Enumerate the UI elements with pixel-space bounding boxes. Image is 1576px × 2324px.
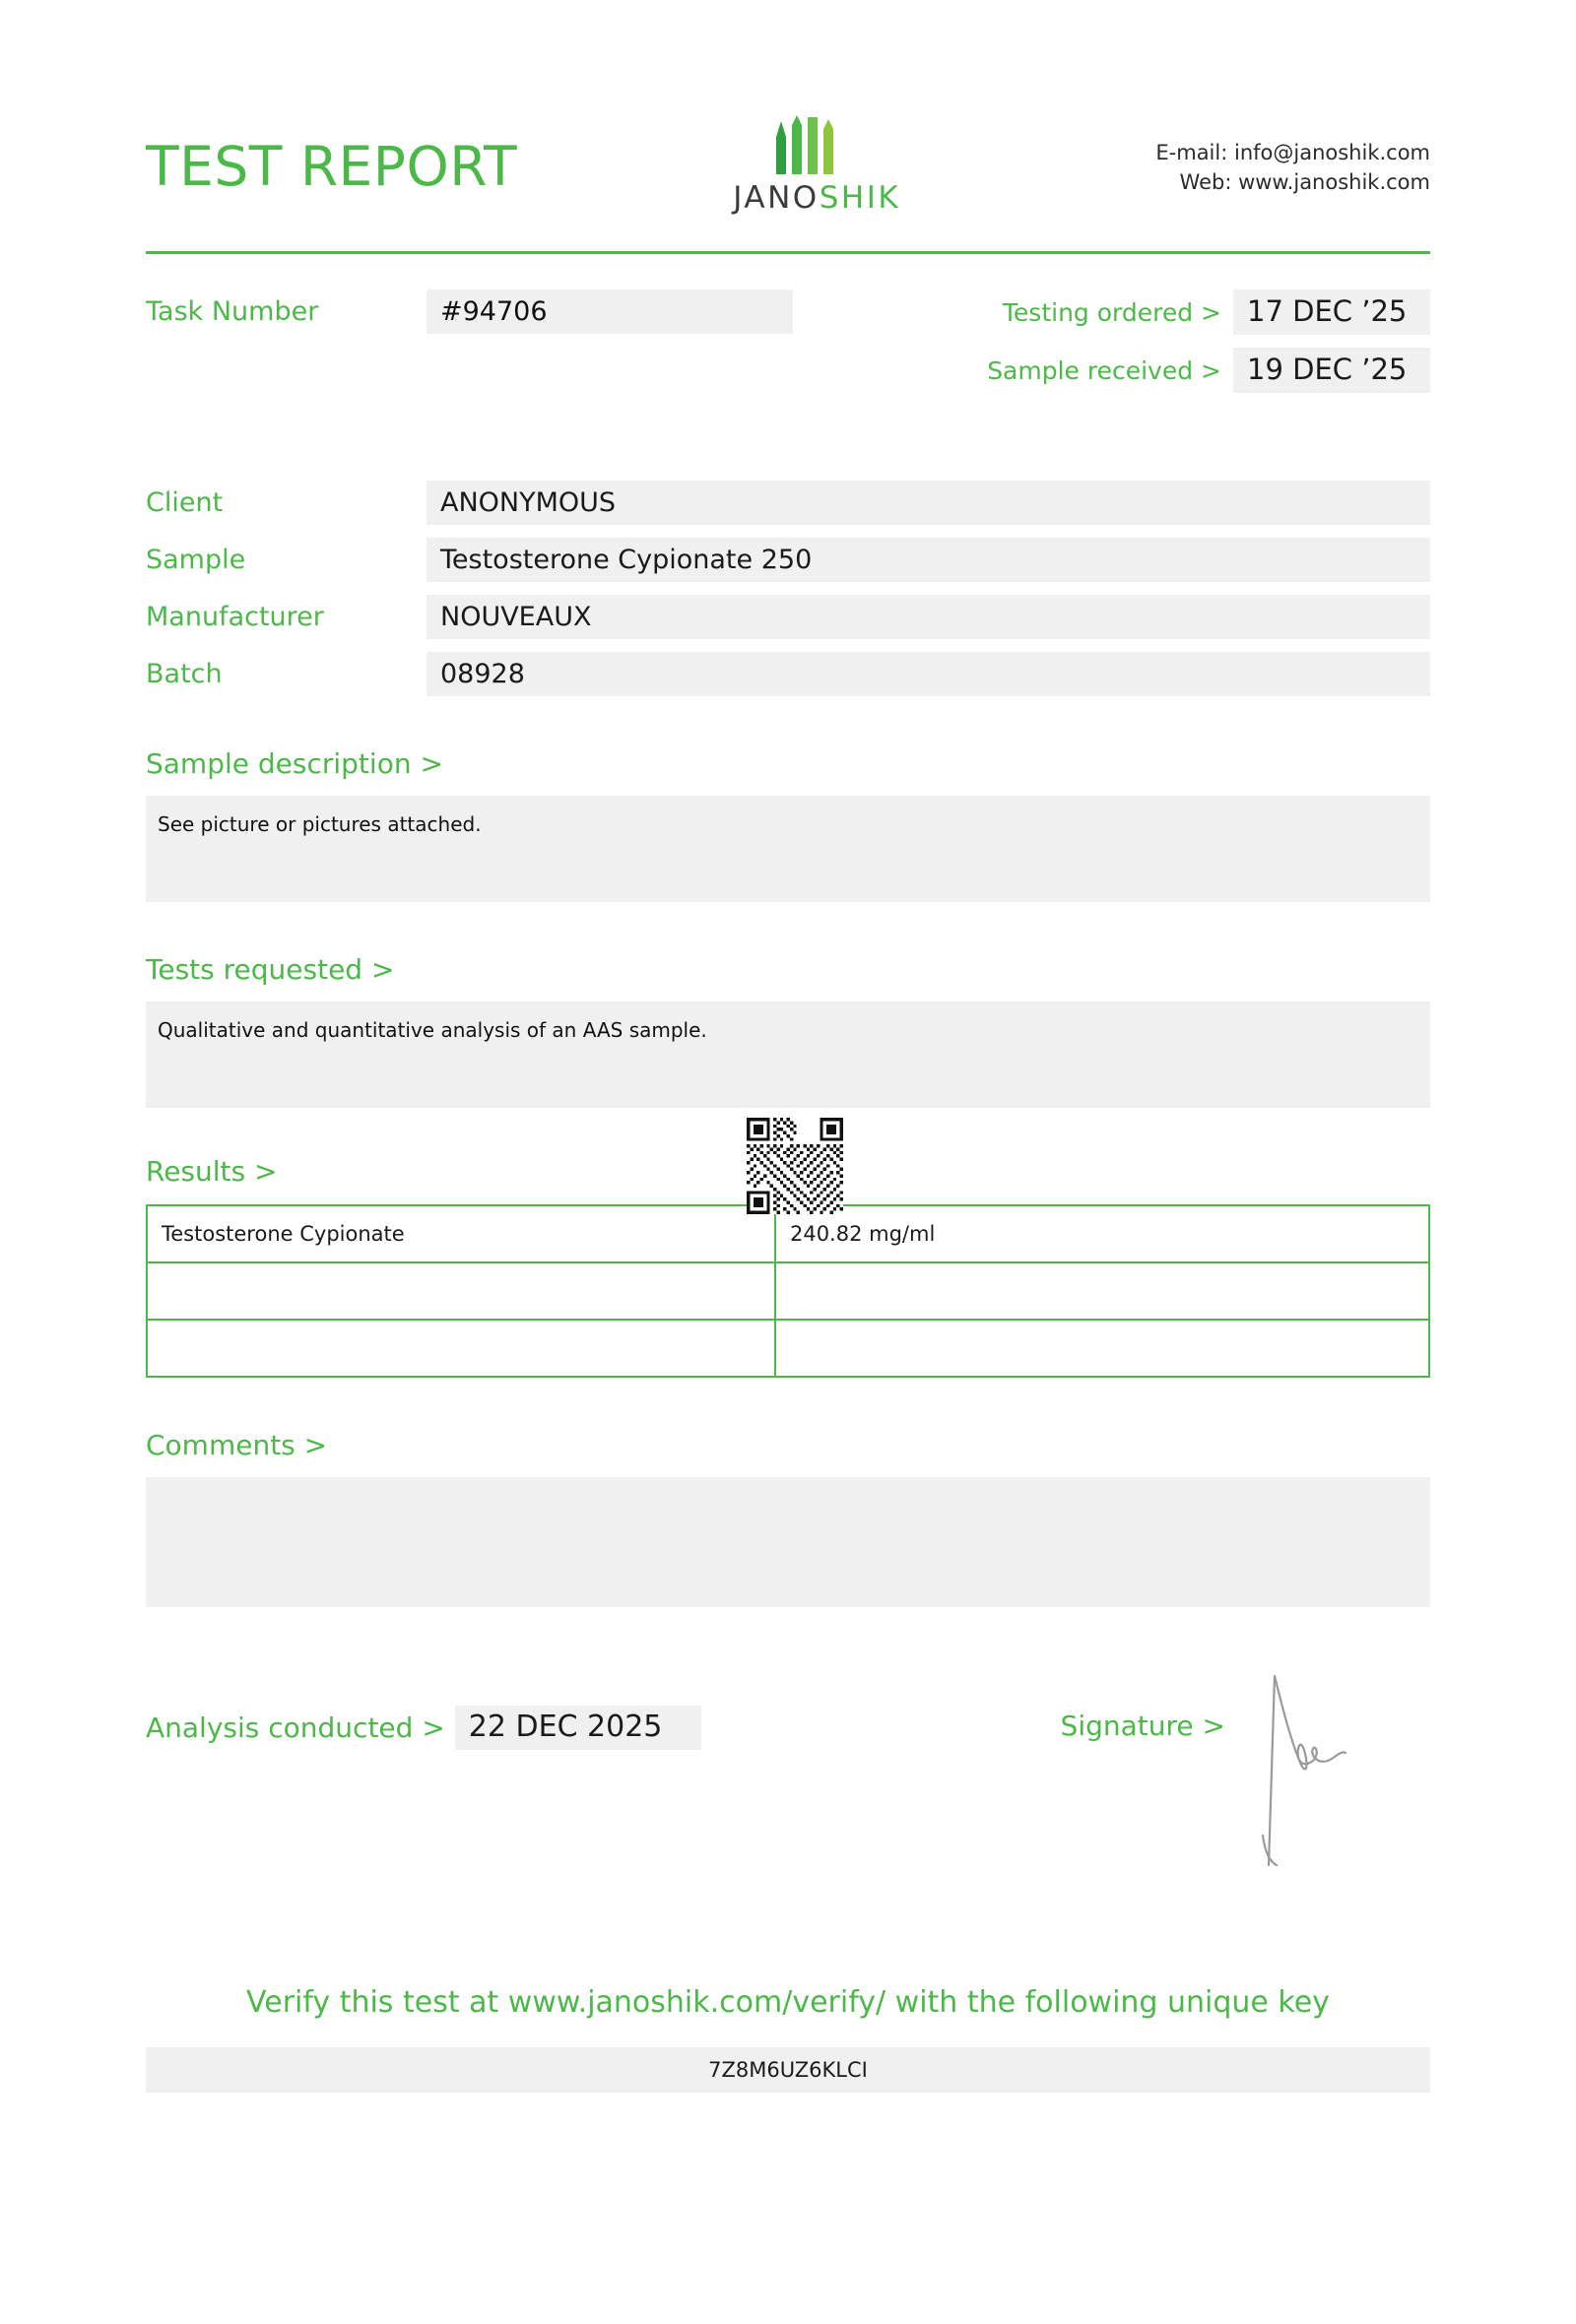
sample-received-value: 19 DEC ’25 xyxy=(1233,348,1430,393)
tests-requested-box: Qualitative and quantitative analysis of an AAS sample. xyxy=(146,1001,1430,1108)
date-group xyxy=(987,290,1430,406)
analysis-conducted-group xyxy=(146,1706,701,1750)
testing-ordered-value: 17 DEC ’25 xyxy=(1233,290,1430,335)
table-row xyxy=(147,1320,1429,1377)
comments-title: Comments > xyxy=(146,1429,328,1461)
logo-wordmark xyxy=(733,180,900,216)
comments-box xyxy=(146,1477,1430,1607)
qr-code-icon xyxy=(742,1118,848,1214)
logo-mark-icon xyxy=(762,115,871,176)
unique-key: 7Z8M6UZ6KLCI xyxy=(146,2047,1430,2093)
testing-ordered-label: Testing ordered > xyxy=(1002,297,1221,327)
janoshik-logo xyxy=(733,115,900,216)
task-number-label: Task Number xyxy=(146,296,319,327)
result-amount xyxy=(775,1262,1429,1320)
contact-email: E-mail: info@janoshik.com xyxy=(1155,141,1430,164)
task-row xyxy=(146,290,1430,406)
sample-description-title: Sample description > xyxy=(146,747,443,780)
batch-label: Batch xyxy=(146,659,223,689)
logo-word-green: SHIK xyxy=(819,180,901,216)
signature-group xyxy=(1061,1706,1361,1875)
info-row-batch xyxy=(146,652,1430,696)
info-block xyxy=(146,481,1430,696)
client-value: ANONYMOUS xyxy=(427,481,1430,525)
results-title: Results > xyxy=(146,1155,278,1188)
info-row-sample xyxy=(146,538,1430,582)
manufacturer-value: NOUVEAUX xyxy=(427,595,1430,639)
testing-ordered-row xyxy=(987,290,1430,335)
contact-block xyxy=(1155,138,1430,198)
header-divider xyxy=(146,251,1430,254)
result-substance: Testosterone Cypionate xyxy=(147,1205,775,1262)
analysis-conducted-label: Analysis conducted > xyxy=(146,1711,445,1744)
table-row xyxy=(147,1262,1429,1320)
footer-row xyxy=(146,1706,1430,1875)
sample-label: Sample xyxy=(146,545,246,575)
report-header xyxy=(146,0,1430,216)
client-label: Client xyxy=(146,487,224,518)
result-substance xyxy=(147,1262,775,1320)
sample-received-label: Sample received > xyxy=(987,355,1221,385)
contact-web: Web: www.janoshik.com xyxy=(1179,170,1430,195)
task-number-value: #94706 xyxy=(427,290,793,334)
result-amount: 240.82 mg/ml xyxy=(775,1205,1429,1262)
tests-requested-title: Tests requested > xyxy=(146,953,395,986)
info-row-manufacturer xyxy=(146,595,1430,639)
logo-word-dark: JANO xyxy=(733,180,820,216)
page-title: TEST REPORT xyxy=(146,135,518,198)
results-table xyxy=(146,1204,1430,1378)
sample-value: Testosterone Cypionate 250 xyxy=(427,538,1430,582)
batch-value: 08928 xyxy=(427,652,1430,696)
info-row-client xyxy=(146,481,1430,525)
signature-label: Signature > xyxy=(1060,1710,1225,1742)
analysis-conducted-date: 22 DEC 2025 xyxy=(455,1706,701,1750)
task-number-group xyxy=(146,290,793,334)
manufacturer-label: Manufacturer xyxy=(146,602,324,632)
verify-text: Verify this test at www.janoshik.com/verify/ with the following unique key xyxy=(246,1985,1330,2020)
sample-description-box: See picture or pictures attached. xyxy=(146,796,1430,902)
signature-icon xyxy=(1243,1668,1361,1875)
result-amount xyxy=(775,1320,1429,1377)
results-header xyxy=(146,1155,1430,1200)
result-substance xyxy=(147,1320,775,1377)
sample-received-row xyxy=(987,348,1430,393)
